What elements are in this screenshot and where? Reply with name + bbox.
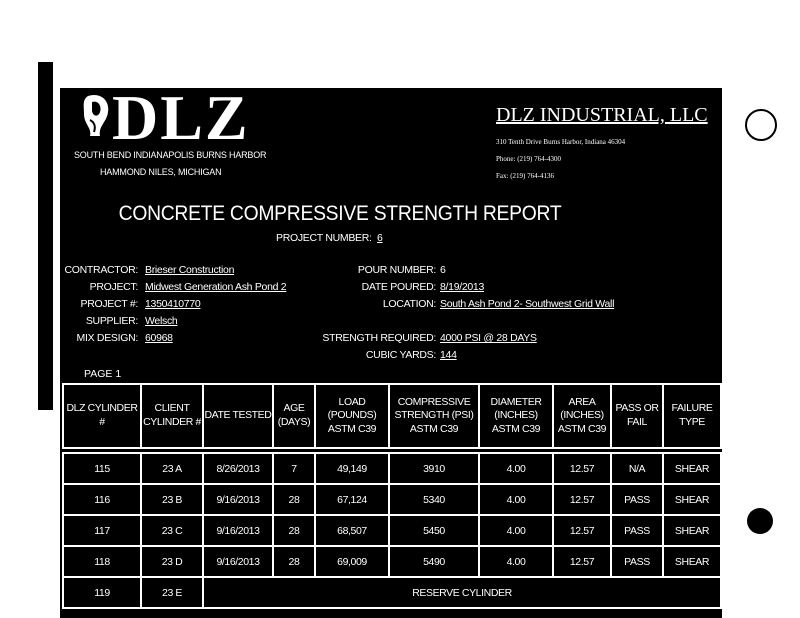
punch-hole-mark: [745, 109, 777, 141]
dlz-logo-text: DLZ: [112, 82, 250, 153]
dlz-emblem-icon: [80, 92, 114, 138]
col-header-pass-fail: PASS OR FAIL: [611, 384, 663, 448]
pour-number-label: POUR NUMBER:: [357, 264, 436, 276]
cell-age: 7: [273, 453, 315, 484]
strength-results-table: [62, 383, 722, 609]
cell-date-tested: 9/16/2013: [203, 484, 273, 515]
col-header-load: LOAD (POUNDS) ASTM C39: [315, 384, 389, 448]
table-row: [63, 515, 721, 546]
location-label: LOCATION:: [382, 298, 436, 310]
cell-age: 28: [273, 484, 315, 515]
strength-required-value: 4000 PSI @ 28 DAYS: [440, 332, 537, 344]
location-value: South Ash Pond 2- Southwest Grid Wall: [440, 298, 615, 310]
cell-strength: 3910: [389, 453, 479, 484]
cell-age: 28: [273, 546, 315, 577]
cell-pass-fail: PASS: [611, 484, 663, 515]
office-cities-line1: SOUTH BEND INDIANAPOLIS BURNS HARBOR: [74, 150, 267, 160]
cell-load: 67,124: [315, 484, 389, 515]
cell-client-cylinder: 23 E: [141, 577, 203, 608]
cell-diameter: 4.00: [479, 546, 553, 577]
col-header-area: AREA (INCHES) ASTM C39: [553, 384, 611, 448]
strength-required-label: STRENGTH REQUIRED:: [322, 332, 436, 344]
cell-client-cylinder: 23 B: [141, 484, 203, 515]
cubic-yards-label: CUBIC YARDS:: [365, 349, 436, 361]
pour-number-value: 6: [440, 264, 446, 276]
cell-load: 49,149: [315, 453, 389, 484]
cell-dlz-cylinder: 116: [63, 484, 141, 515]
col-header-client-cylinder: CLIENT CYLINDER #: [141, 384, 203, 448]
project-label: PROJECT:: [89, 281, 138, 293]
cell-load: 68,507: [315, 515, 389, 546]
report-title: CONCRETE COMPRESSIVE STRENGTH REPORT: [118, 202, 562, 225]
cell-client-cylinder: 23 A: [141, 453, 203, 484]
col-header-diameter: DIAMETER (INCHES) ASTM C39: [479, 384, 553, 448]
cell-failure-type: SHEAR: [663, 546, 721, 577]
cell-client-cylinder: 23 C: [141, 515, 203, 546]
project-number-value: 6: [377, 232, 383, 244]
cell-age: 28: [273, 515, 315, 546]
cell-dlz-cylinder: 117: [63, 515, 141, 546]
cell-failure-type: SHEAR: [663, 515, 721, 546]
cell-load: 69,009: [315, 546, 389, 577]
table-header-row: [63, 384, 721, 448]
supplier-value: Welsch: [145, 315, 178, 327]
company-address: 310 Tenth Drive Burns Harbor, Indiana 46304: [496, 138, 626, 146]
cell-pass-fail: PASS: [611, 546, 663, 577]
cell-date-tested: 8/26/2013: [203, 453, 273, 484]
cell-date-tested: 9/16/2013: [203, 546, 273, 577]
cell-strength: 5450: [389, 515, 479, 546]
office-cities-line2: HAMMOND NILES, MICHIGAN: [100, 167, 222, 177]
page-label: PAGE 1: [84, 368, 122, 380]
company-name: DLZ INDUSTRIAL, LLC: [496, 104, 708, 126]
table-row: [63, 453, 721, 484]
col-header-age: AGE (DAYS): [273, 384, 315, 448]
col-header-dlz-cylinder: DLZ CYLINDER #: [63, 384, 141, 448]
cell-area: 12.57: [553, 484, 611, 515]
cell-client-cylinder: 23 D: [141, 546, 203, 577]
cubic-yards-value: 144: [440, 349, 457, 361]
contractor-label: CONTRACTOR:: [64, 264, 138, 276]
supplier-label: SUPPLIER:: [85, 315, 138, 327]
mix-design-label: MIX DESIGN:: [76, 332, 138, 344]
col-header-compressive-strength: COMPRESSIVE STRENGTH (PSI) ASTM C39: [389, 384, 479, 448]
date-poured-label: DATE POURED:: [361, 281, 436, 293]
date-poured-value: 8/19/2013: [440, 281, 485, 293]
cell-dlz-cylinder: 119: [63, 577, 141, 608]
cell-strength: 5490: [389, 546, 479, 577]
cell-diameter: 4.00: [479, 484, 553, 515]
cell-area: 12.57: [553, 453, 611, 484]
table-row: [63, 484, 721, 515]
cell-failure-type: SHEAR: [663, 453, 721, 484]
cell-pass-fail: PASS: [611, 515, 663, 546]
company-fax: Fax: (219) 764-4136: [496, 172, 554, 180]
cell-dlz-cylinder: 118: [63, 546, 141, 577]
company-phone: Phone: (219) 764-4300: [496, 155, 561, 163]
col-header-date-tested: DATE TESTED: [203, 384, 273, 448]
scan-edge-bar: [38, 62, 53, 410]
mix-design-value: 60968: [145, 332, 173, 344]
project-no-label: PROJECT #:: [80, 298, 138, 310]
project-value: Midwest Generation Ash Pond 2: [145, 281, 287, 293]
cell-area: 12.57: [553, 515, 611, 546]
table-row-reserve: [63, 577, 721, 608]
table-row: [63, 546, 721, 577]
project-number-label: PROJECT NUMBER:: [276, 232, 372, 244]
cell-reserve-note: RESERVE CYLINDER: [203, 577, 721, 608]
cell-failure-type: SHEAR: [663, 484, 721, 515]
project-no-value: 1350410770: [145, 298, 201, 310]
contractor-value: Brieser Construction: [145, 264, 235, 276]
cell-area: 12.57: [553, 546, 611, 577]
cell-date-tested: 9/16/2013: [203, 515, 273, 546]
cell-strength: 5340: [389, 484, 479, 515]
cell-diameter: 4.00: [479, 453, 553, 484]
col-header-failure-type: FAILURE TYPE: [663, 384, 721, 448]
cell-dlz-cylinder: 115: [63, 453, 141, 484]
cell-diameter: 4.00: [479, 515, 553, 546]
cell-pass-fail: N/A: [611, 453, 663, 484]
punch-hole-mark-filled: [747, 508, 773, 534]
